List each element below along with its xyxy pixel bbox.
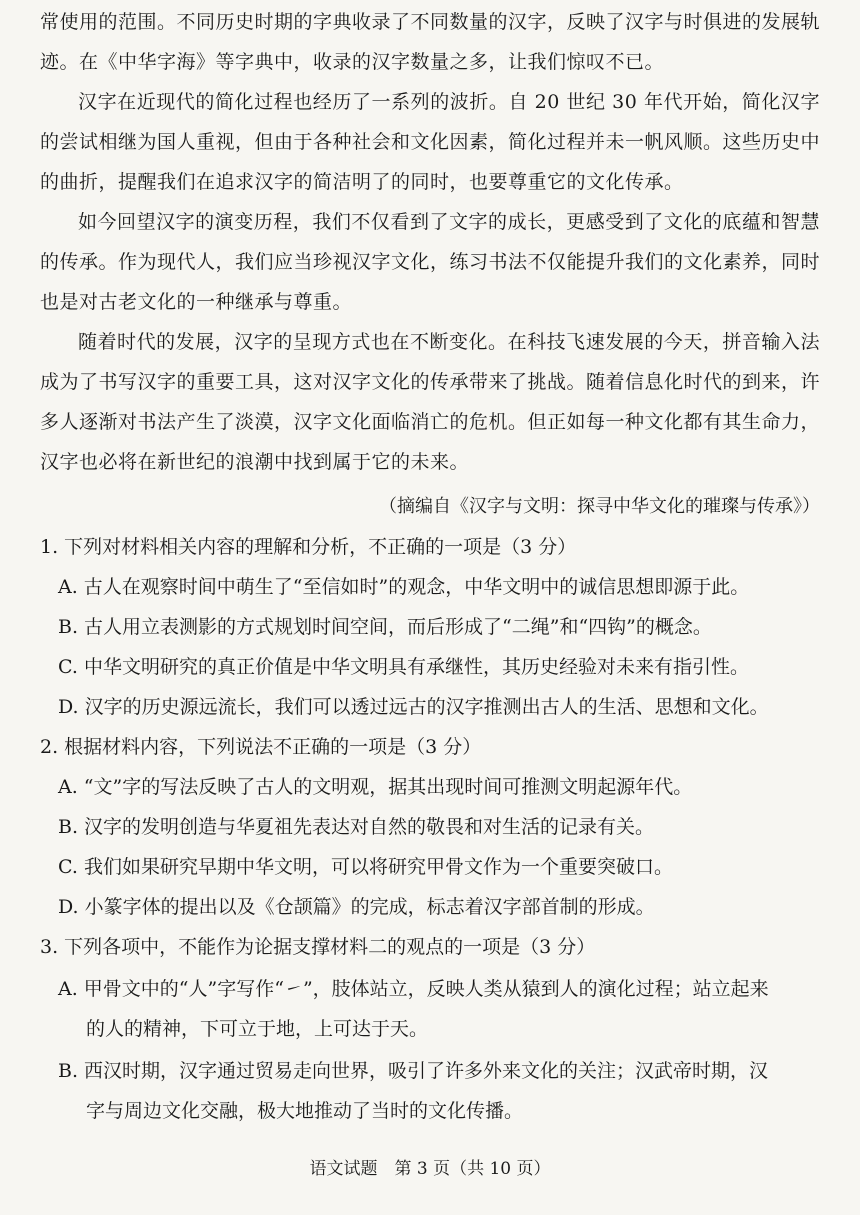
paragraph-modern-era: 随着时代的发展，汉字的呈现方式也在不断变化。在科技飞速发展的今天，拼音输入法成为了书写汉字的重要工具，这对汉字文化的传承带来了挑战。随着信息化时代的到来，许多人逐渐对书法产生了淡漠，汉字文化面临消亡的危机。但正如每一种文化都有其生命力，汉字也必将在新世纪的浪潮中找到属于它的未来。 — [40, 331, 821, 473]
question-2-stem: 2. 根据材料内容，下列说法不正确的一项是（3 分） — [40, 736, 482, 758]
question-1-option-d: D. 汉字的历史源远流长，我们可以透过远古的汉字推测出古人的生活、思想和文化。 — [58, 696, 769, 718]
question-2-option-d: D. 小篆字体的提出以及《仓颉篇》的完成，标志着汉字部首制的形成。 — [58, 896, 655, 918]
paragraph-simplification: 汉字在近现代的简化过程也经历了一系列的波折。自 20 世纪 30 年代开始，简化汉字的尝试相继为国人重视，但由于各种社会和文化因素，简化过程并未一帆风顺。这些历史中的曲折，提醒我们在追求汉字的简洁明了的同时，也要尊重它的文化传承。 — [40, 91, 821, 193]
question-3-option-a: A. 甲骨文中的“人”字写作“㇀”，肢体站立，反映人类从猿到人的演化过程；站立起来 — [58, 978, 769, 1000]
source-citation: （摘编自《汉字与文明：探寻中华文化的璀璨与传承》） — [379, 496, 820, 517]
paragraph-reflection: 如今回望汉字的演变历程，我们不仅看到了文字的成长，更感受到了文化的底蕴和智慧的传承。作为现代人，我们应当珍视汉字文化，练习书法不仅能提升我们的文化素养，同时也是对古老文化的一种继承与尊重。 — [40, 211, 821, 313]
question-2-option-c: C. 我们如果研究早期中华文明，可以将研究甲骨文作为一个重要突破口。 — [58, 856, 673, 878]
question-3-option-a-continuation: 的人的精神，下可立于地，上可达于天。 — [86, 1018, 429, 1040]
paragraph-continuation: 常使用的范围。不同历史时期的字典收录了不同数量的汉字，反映了汉字与时俱进的发展轨迹。在《中华字海》等字典中，收录的汉字数量之多，让我们惊叹不已。 — [40, 11, 821, 73]
question-1-option-a: A. 古人在观察时间中萌生了“至信如时”的观念，中华文明中的诚信思想即源于此。 — [58, 576, 750, 598]
question-1-option-b: B. 古人用立表测影的方式规划时间空间，而后形成了“二绳”和“四钩”的概念。 — [58, 616, 712, 638]
question-3-option-b-continuation: 字与周边文化交融，极大地推动了当时的文化传播。 — [86, 1100, 524, 1122]
question-2-option-a: A. “文”字的写法反映了古人的文明观，据其出现时间可推测文明起源年代。 — [58, 776, 693, 798]
question-3-stem: 3. 下列各项中，不能作为论据支撑材料二的观点的一项是（3 分） — [40, 936, 596, 958]
page-footer: 语文试题 第 3 页（共 10 页） — [309, 1159, 551, 1179]
question-1-option-c: C. 中华文明研究的真正价值是中华文明具有承继性，其历史经验对未来有指引性。 — [58, 656, 749, 678]
question-2-option-b: B. 汉字的发明创造与华夏祖先表达对自然的敬畏和对生活的记录有关。 — [58, 816, 655, 838]
question-1-stem: 1. 下列对材料相关内容的理解和分析，不正确的一项是（3 分） — [40, 536, 577, 558]
question-3-option-b: B. 西汉时期，汉字通过贸易走向世界，吸引了许多外来文化的关注；汉武帝时期，汉 — [58, 1060, 769, 1082]
